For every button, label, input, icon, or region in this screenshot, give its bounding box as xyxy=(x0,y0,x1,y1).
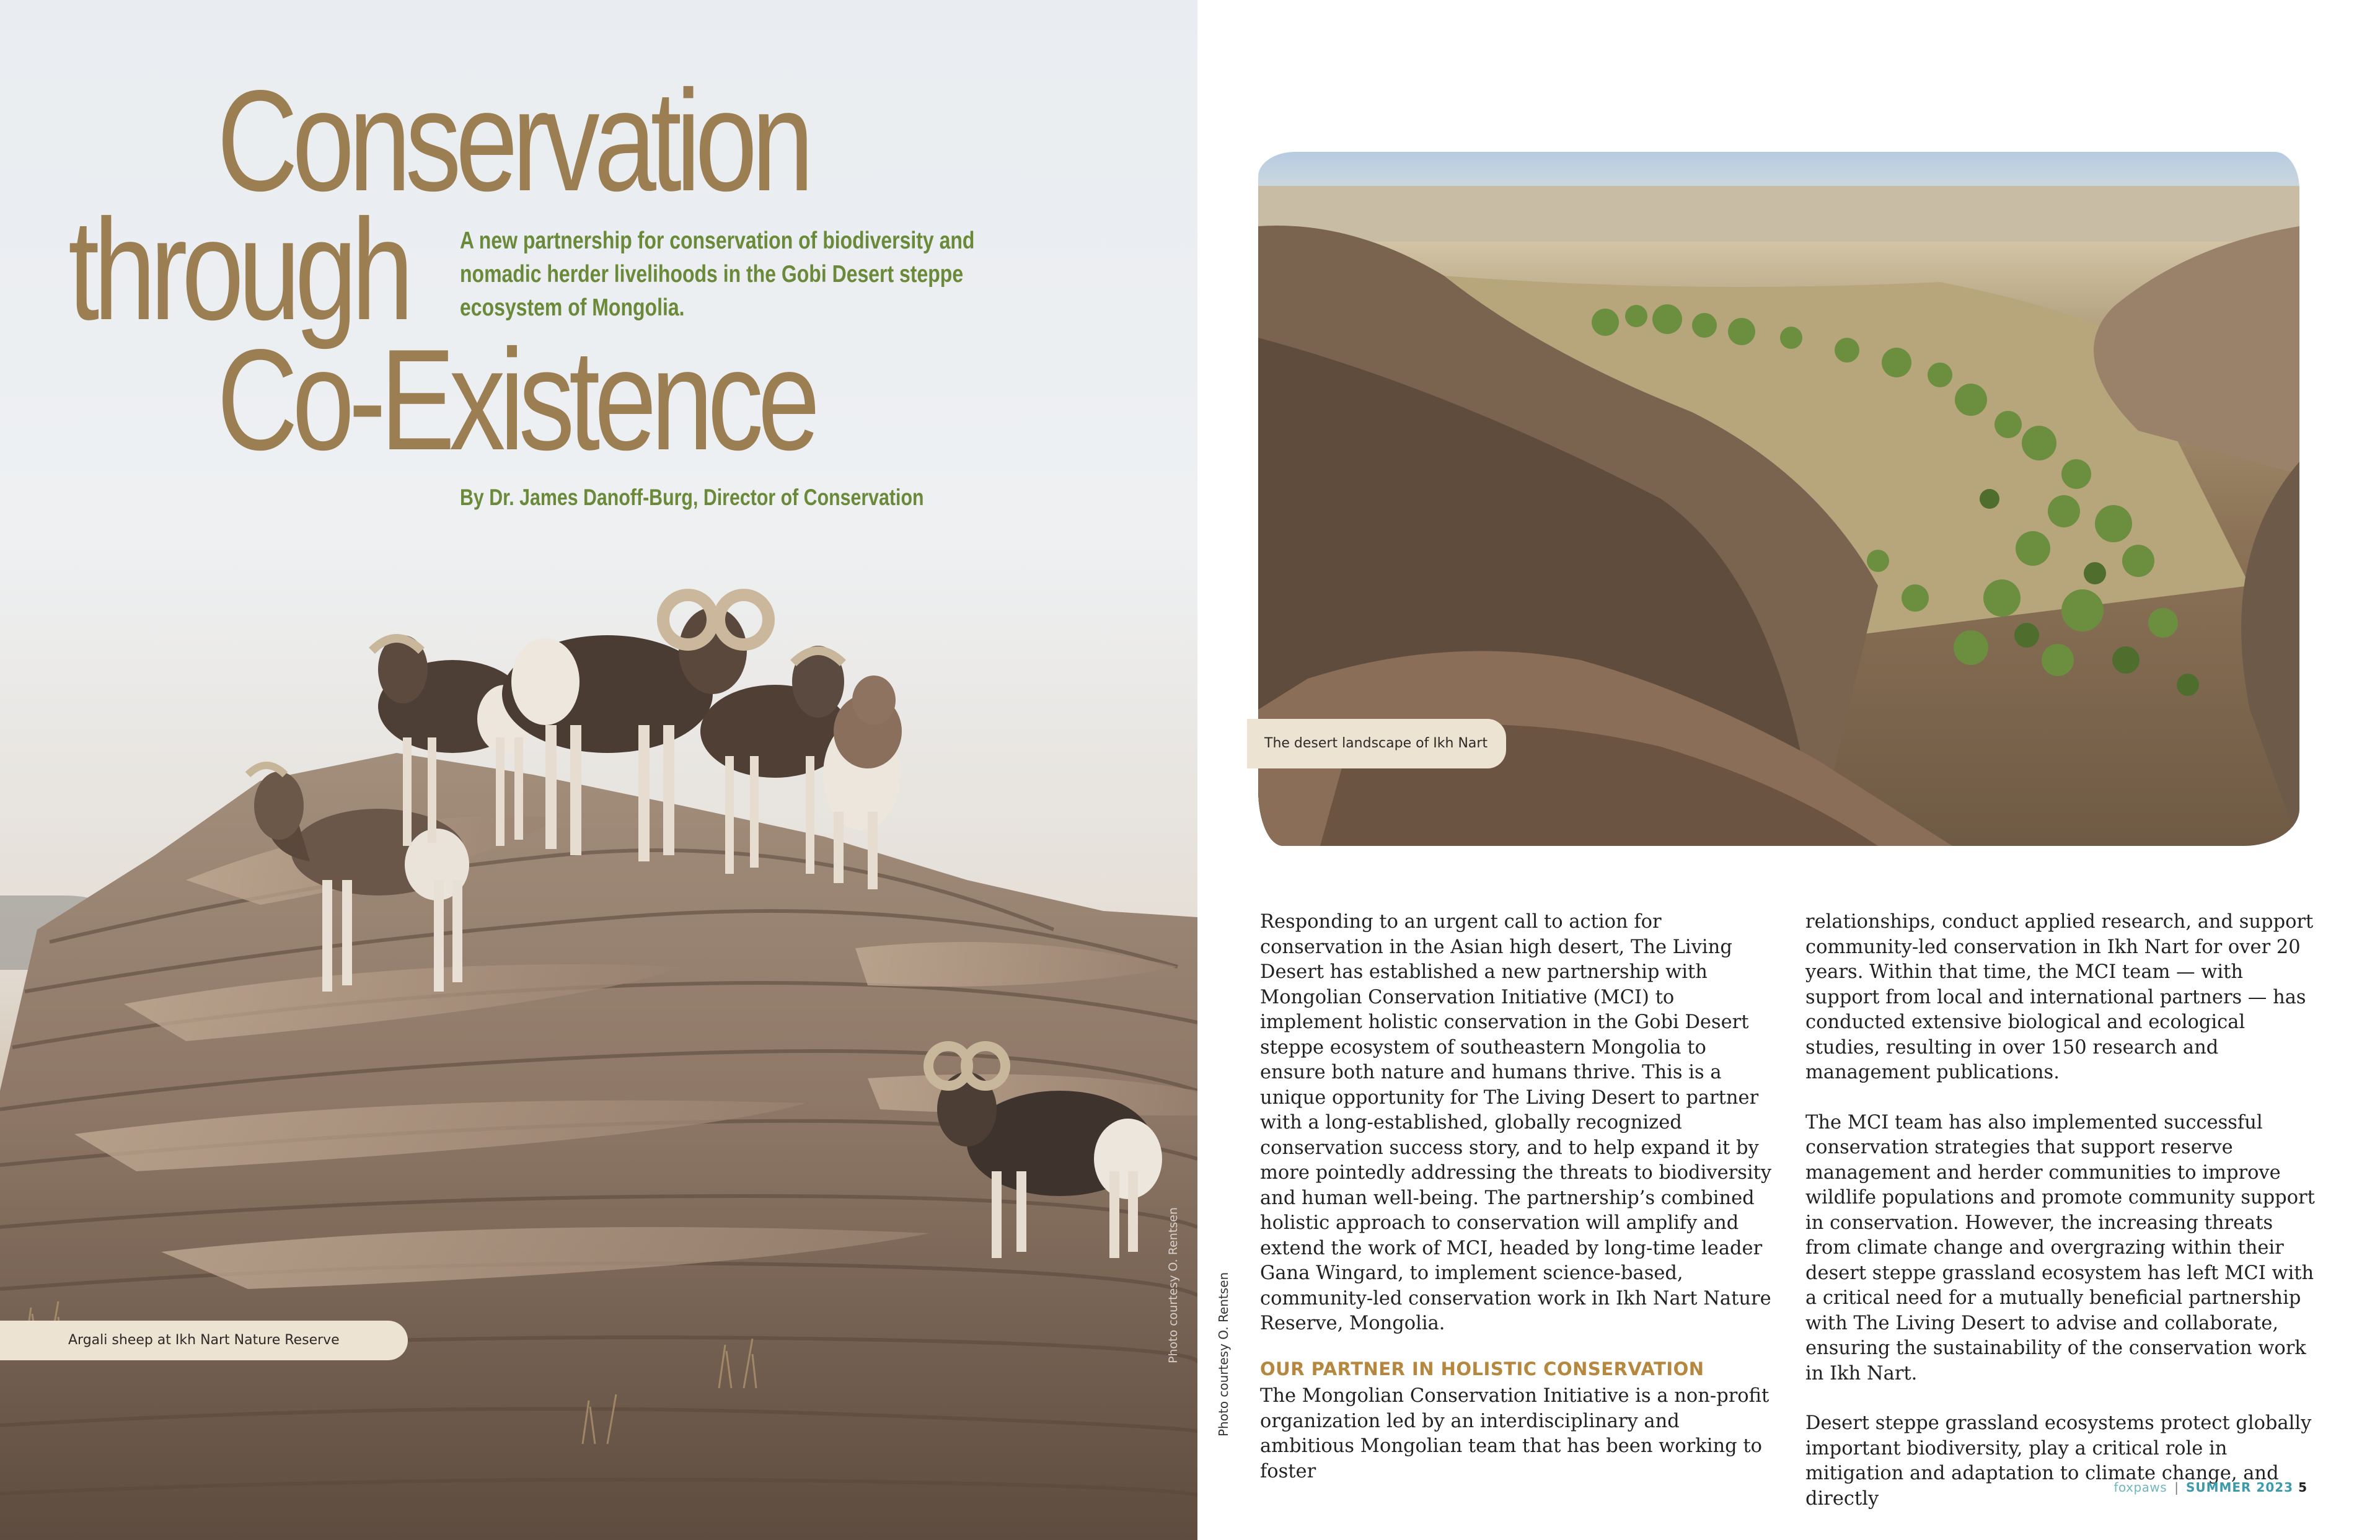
body-paragraph-1: Responding to an urgent call to action for conservation in the Asian high desert, The Living Desert has established a new partnership with Mongolian Conservation Initiative (MCI) to implement holistic conservation in the Gobi Desert steppe ecosystem of southeastern Mongolia to ensure both nature and humans thrive. This is a unique opportunity for The Living Desert to partner with a long-established, globally recognized conservation success story, and to help expand it by more pointedly addressing the threats to biodiversity and human well-being. The partnership’s combined holistic approach to conservation will amplify and extend the work of MCI, headed by long-time leader Gana Wingard, to implement science-based, community-led conservation work in Ikh Nart Nature Reserve, Mongolia. xyxy=(1260,911,1772,1334)
body-column-2 xyxy=(1805,910,2317,1536)
body-column-1 xyxy=(1260,910,1772,1509)
body-paragraph-2-start: The Mongolian Conservation Initiative is a non-profit organization led by an interdisciplinary and ambitious Mongolian team that has been working to foster xyxy=(1260,1385,1770,1482)
footer-issue: SUMMER 2023 xyxy=(2185,1480,2294,1495)
footer-brand: foxpaws xyxy=(2113,1480,2167,1495)
body-paragraph-4: Desert steppe grassland ecosystems protect globally important biodiversity, play a critical role in mitigation and adaptation to climate change, and directly xyxy=(1805,1412,2312,1510)
page-footer xyxy=(2113,1480,2307,1495)
footer-separator: | xyxy=(2174,1480,2179,1495)
right-photo-caption: The desert landscape of Ikh Nart xyxy=(1247,719,1506,768)
body-paragraph-2-continued: relationships, conduct applied research, and support community-led conservation in Ikh Nart for over 20 years. Within that time, the MCI team — with support from local and international partners — has conducted extensive biological and ecological studies, resulting in over 150 research and management publications. xyxy=(1805,911,2314,1083)
title-line-3: Co-Existence xyxy=(217,320,814,480)
left-photo-credit: Photo courtesy O. Rentsen xyxy=(1166,1207,1180,1363)
left-photo-caption: Argali sheep at Ikh Nart Nature Reserve xyxy=(0,1321,408,1360)
article-byline: By Dr. James Danoff-Burg, Director of Conservation xyxy=(460,485,924,510)
right-photo-credit: Photo courtesy O. Rentsen xyxy=(1216,1272,1231,1437)
section-heading: OUR PARTNER IN HOLISTIC CONSERVATION xyxy=(1260,1358,1704,1379)
page-number: 5 xyxy=(2298,1480,2307,1495)
body-paragraph-3: The MCI team has also implemented successful conservation strategies that support reserve management and herder communities to improve wildlife populations and promote community support in conservation. However, the increasing threats from climate change and overgrazing within their desert steppe grassland ecosystem has left MCI with a critical need for a mutually beneficial partnership with The Living Desert to advise and collaborate, ensuring the sustainability of the conservation work in Ikh Nart. xyxy=(1805,1111,2315,1384)
article-subtitle: A new partnership for conservation of biodiversity and nomadic herder livelihoods in the Gobi Desert steppe ecosystem of Mongolia. xyxy=(460,227,975,321)
title-line-1: Conservation xyxy=(217,61,808,221)
title-line-2: through xyxy=(68,190,408,350)
